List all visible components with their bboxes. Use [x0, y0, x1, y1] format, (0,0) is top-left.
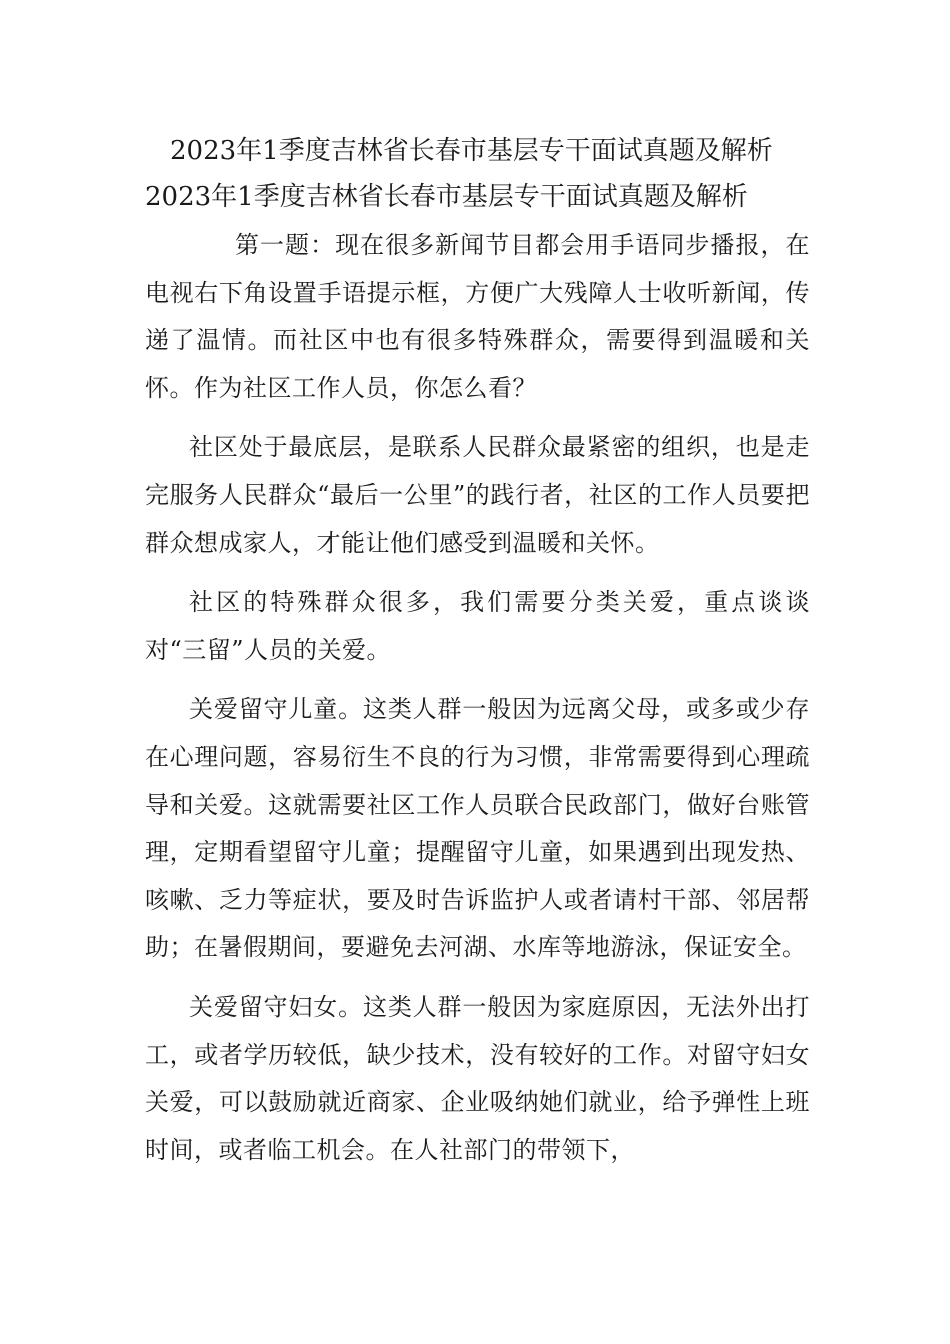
answer-paragraph-overview: 社区的特殊群众很多，我们需要分类关爱，重点谈谈对“三留”人员的关爱。	[145, 588, 810, 664]
answer-paragraph-intro: 社区处于最底层，是联系人民群众最紧密的组织，也是走完服务人民群众“最后一公里”的践行者，社区的工作人员要把群众想成家人，才能让他们感受到温暖和关怀。	[145, 433, 810, 557]
answer-paragraph-women: 关爱留守妇女。这类人群一般因为家庭原因，无法外出打工，或者学历较低，缺少技术，没有较好的工作。对留守妇女关爱，可以鼓励就近商家、企业吸纳她们就业，给予弹性上班时间，或者临工机会。在人社部门的带领下，	[145, 992, 810, 1164]
question-paragraph: 第一题：现在很多新闻节目都会用手语同步播报，在电视右下角设置手语提示框，方便广大残障人士收听新闻，传递了温情。而社区中也有很多特殊群众，需要得到温暖和关怀。作为社区工作人员，你怎么看？	[145, 231, 810, 402]
document-title-repeat: 2023年1季度吉林省长春市基层专干面试真题及解析	[145, 182, 748, 212]
document-body	[145, 128, 810, 1186]
answer-paragraph-children: 关爱留守儿童。这类人群一般因为远离父母，或多或少存在心理问题，容易衍生不良的行为习惯，非常需要得到心理疏导和关爱。这就需要社区工作人员联合民政部门，做好台账管理，定期看望留守儿童；提醒留守儿童，如果遇到出现发热、咳嗽、乏力等症状，要及时告诉监护人或者请村干部、邻居帮助；在暑假期间，要避免去河湖、水库等地游泳，保证安全。	[145, 695, 810, 962]
document-title: 2023年1季度吉林省长春市基层专干面试真题及解析	[170, 136, 773, 166]
